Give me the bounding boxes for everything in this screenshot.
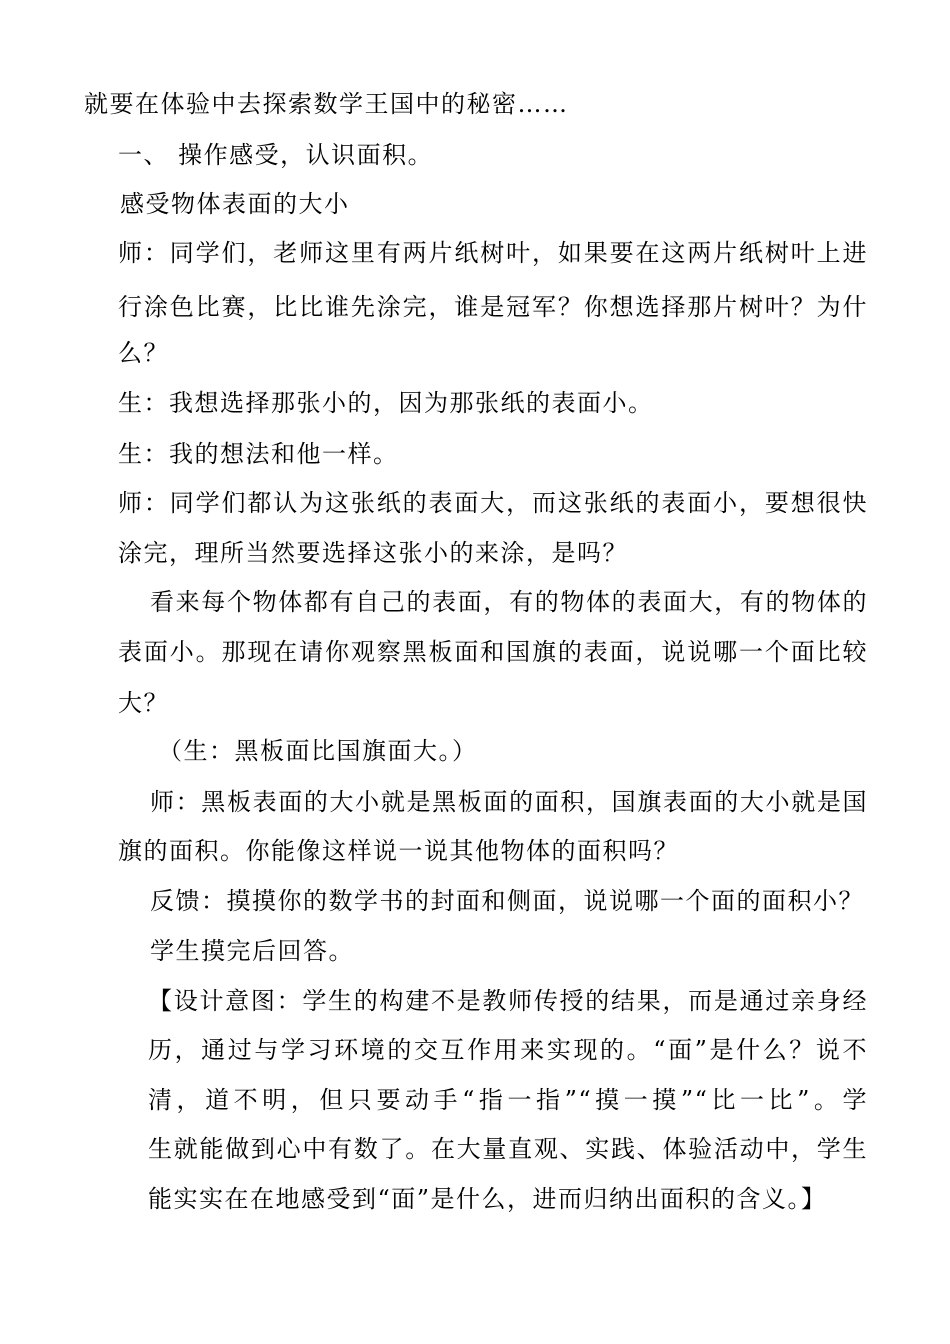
text-line-10: 涂完，理所当然要选择这张小的来涂，是吗？ xyxy=(118,539,628,567)
text-line-7: 生：我想选择那张小的，因为那张纸的表面小。 xyxy=(118,389,654,417)
text-line-18: 学生摸完后回答。 xyxy=(150,937,354,965)
text-line-16: 旗的面积。你能像这样说一说其他物体的面积吗？ xyxy=(118,837,679,865)
subsection-heading: 感受物体表面的大小 xyxy=(120,190,350,218)
text-line-12: 表面小。那现在请你观察黑板面和国旗的表面，说说哪一个面比较 xyxy=(118,638,868,666)
text-line-1: 就要在体验中去探索数学王国中的秘密…… xyxy=(84,90,569,118)
text-line-9: 师：同学们都认为这张纸的表面大，而这张纸的表面小，要想很快 xyxy=(118,489,868,517)
design-intent-line-3: 清，道不明，但只要动手“指一指”“摸一摸”“比一比”。学 xyxy=(148,1086,868,1114)
text-line-17: 反馈：摸摸你的数学书的封面和侧面，说说哪一个面的面积小？ xyxy=(150,887,864,915)
section-heading: 一、 操作感受，认识面积。 xyxy=(118,141,434,169)
design-intent-line-4: 生就能做到心中有数了。在大量直观、实践、体验活动中，学生 xyxy=(148,1135,868,1163)
text-line-13: 大？ xyxy=(118,689,169,717)
text-line-15: 师：黑板表面的大小就是黑板面的面积，国旗表面的大小就是国 xyxy=(150,788,868,816)
text-line-11: 看来每个物体都有自己的表面，有的物体的表面大，有的物体的 xyxy=(150,588,868,616)
design-intent-line-5: 能实实在在地感受到“面”是什么，进而归纳出面积的含义。】 xyxy=(148,1185,827,1213)
design-intent-line-1: 【设计意图：学生的构建不是教师传授的结果，而是通过亲身经 xyxy=(148,987,868,1015)
text-line-5: 行涂色比赛，比比谁先涂完，谁是冠军？你想选择那片树叶？为什 xyxy=(118,293,868,321)
design-intent-line-2: 历，通过与学习环境的交互作用来实现的。“面”是什么？说不 xyxy=(148,1036,868,1064)
text-line-8: 生：我的想法和他一样。 xyxy=(118,440,399,468)
text-line-6: 么？ xyxy=(118,339,169,367)
text-line-4: 师：同学们，老师这里有两片纸树叶，如果要在这两片纸树叶上进 xyxy=(118,239,868,267)
text-line-14: （生：黑板面比国旗面大。） xyxy=(158,737,478,765)
